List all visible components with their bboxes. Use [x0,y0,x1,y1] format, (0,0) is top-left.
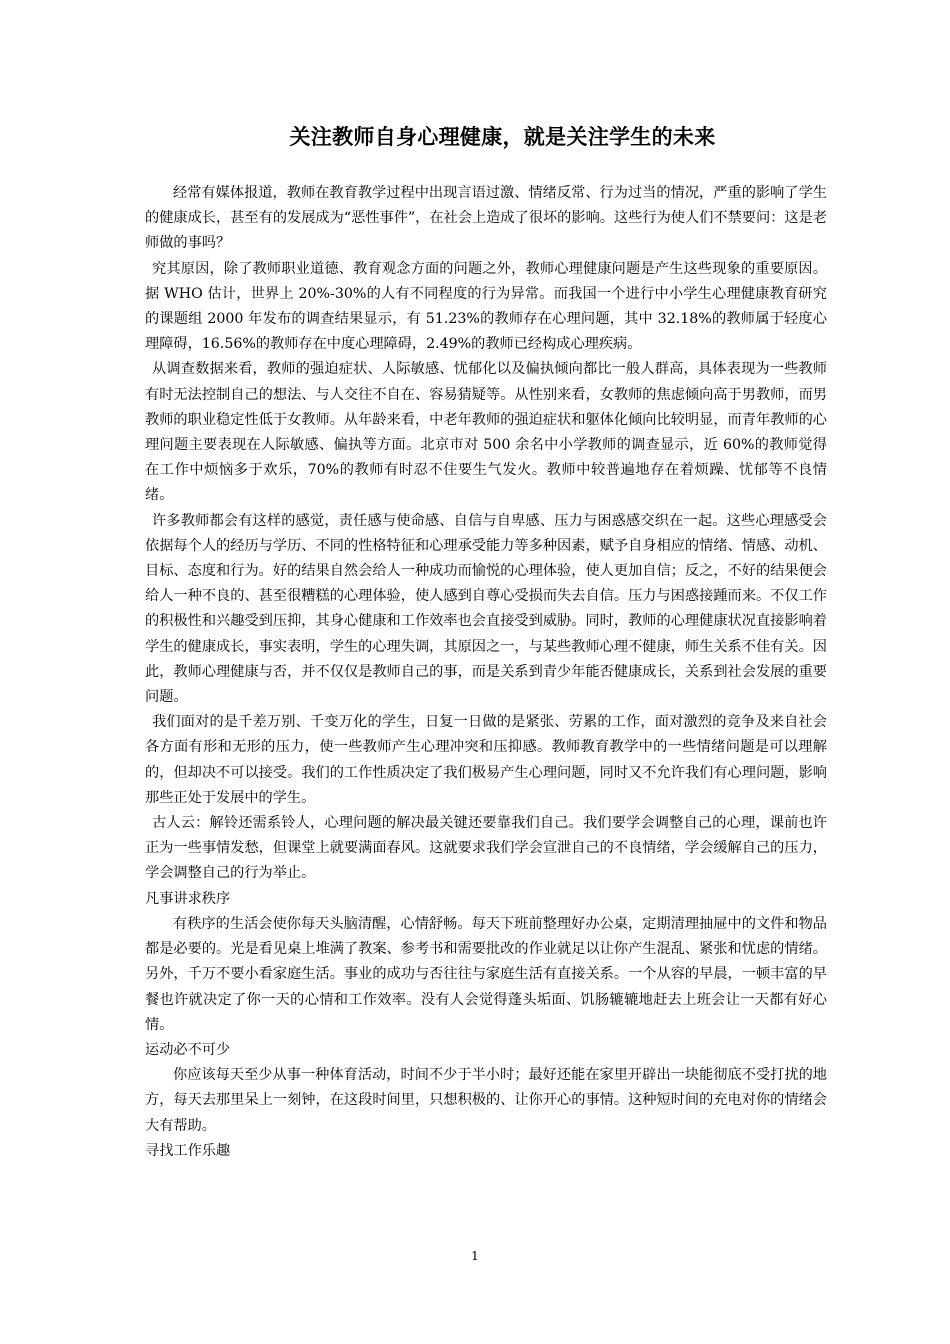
document-body [145,181,827,1164]
paragraph-pressure: 我们面对的是千差万别、千变万化的学生，日复一日做的是紧张、劳累的工作，面对激烈的竞争及来自社会各方面有形和无形的压力，使一些教师产生心理冲突和压抑感。教师教育教学中的一些情绪问题是可以理解的，但却决不可以接受。我们的工作性质决定了我们极易产生心理问题，同时又不允许我们有心理问题，影响那些正处于发展中的学生。 [145,714,827,806]
paragraph-exercise: 你应该每天至少从事一种体育活动，时间不少于半小时；最好还能在家里开辟出一块能彻底不受打扰的地方，每天去那里呆上一刻钟，在这段时间里，只想积极的、让你开心的事情。这种短时间的充电对你的情绪会大有帮助。 [145,1067,827,1134]
paragraph-survey-data: 从调查数据来看，教师的强迫症状、人际敏感、忧郁化以及偏执倾向都比一般人群高，具体表现为一些教师有时无法控制自己的想法、与人交往不自在、容易猜疑等。从性别来看，女教师的焦虑倾向高于男教师，而男教师的职业稳定性低于女教师。从年龄来看，中老年教师的强迫症状和躯体化倾向比较明显，而青年教师的心理问题主要表现在人际敏感、偏执等方面。北京市对 500 余名中小学教师的调查显示，近 60%的教师觉得在工作中烦恼多于欢乐，70%的教师有时忍不住要生气发火。教师中较普遍地存在着烦躁、忧郁等不良情绪。 [145,361,827,504]
paragraph-feelings: 许多教师都会有这样的感觉，责任感与使命感、自信与自卑感、压力与困惑感交织在一起。这些心理感受会依据每个人的经历与学历、不同的性格特征和心理承受能力等多种因素，赋予自身相应的情绪、情感、动机、目标、态度和行为。好的结果自然会给人一种成功而愉悦的心理体验，使人更加自信；反之，不好的结果便会给人一种不良的、甚至很糟糕的心理体验，使人感到自尊心受损而失去自信。压力与困惑接踵而来。不仅工作的积极性和兴趣受到压抑，其身心健康和工作效率也会直接受到威胁。同时，教师的心理健康状况直接影响着学生的健康成长，事实表明，学生的心理失调，其原因之一，与某些教师心理不健康，师生关系不佳有关。因此，教师心理健康与否，并不仅仅是教师自己的事，而是关系到青少年能否健康成长，关系到社会发展的重要问题。 [145,512,827,706]
paragraph-media-reports: 经常有媒体报道，教师在教育教学过程中出现言语过激、情绪反常、行为过当的情况，严重的影响了学生的健康成长，甚至有的发展成为“恶性事件”，在社会上造成了很坏的影响。这些行为使人们不禁要问：这是老师做的事吗？ [145,185,827,252]
section-heading-work-fun: 寻找工作乐趣 [145,1142,231,1159]
paragraph-self-adjust: 古人云：解铃还需系铃人，心理问题的解决最关键还要靠我们自己。我们要学会调整自己的心理，课前也许正为一些事情发愁，但课堂上就要满面春风。这就要求我们学会宣泄自己的不良情绪，学会缓解自己的压力，学会调整自己的行为举止。 [145,815,827,882]
document-title: 关注教师自身心理健康，就是关注学生的未来 [289,125,716,149]
paragraph-causes: 究其原因，除了教师职业道德、教育观念方面的问题之外，教师心理健康问题是产生这些现象的重要原因。据 WHO 估计，世界上 20%-30%的人有不同程度的行为异常。而我国一个进行中小学生心理健康教育研究的课题组 2000 年发布的调查结果显示，有 51.23%的教师存在心理问题，其中 32.18%的教师属于轻度心理障碍，16.56%的教师存在中度心理障碍，2.49%的教师已经构成心理疾病。 [145,260,827,353]
section-heading-exercise: 运动必不可少 [145,1041,231,1058]
page-number: 1 [471,1249,479,1263]
paragraph-order: 有秩序的生活会使你每天头脑清醒，心情舒畅。每天下班前整理好办公桌，定期清理抽屉中的文件和物品都是必要的。光是看见桌上堆满了教案、参考书和需要批改的作业就足以让你产生混乱、紧张和忧虑的情绪。另外，千万不要小看家庭生活。事业的成功与否往往与家庭生活有直接关系。一个从容的早晨，一顿丰富的早餐也许就决定了你一天的心情和工作效率。没有人会觉得蓬头垢面、饥肠辘辘地赶去上班会让一天都有好心情。 [145,915,827,1033]
section-heading-order: 凡事讲求秩序 [145,890,231,907]
